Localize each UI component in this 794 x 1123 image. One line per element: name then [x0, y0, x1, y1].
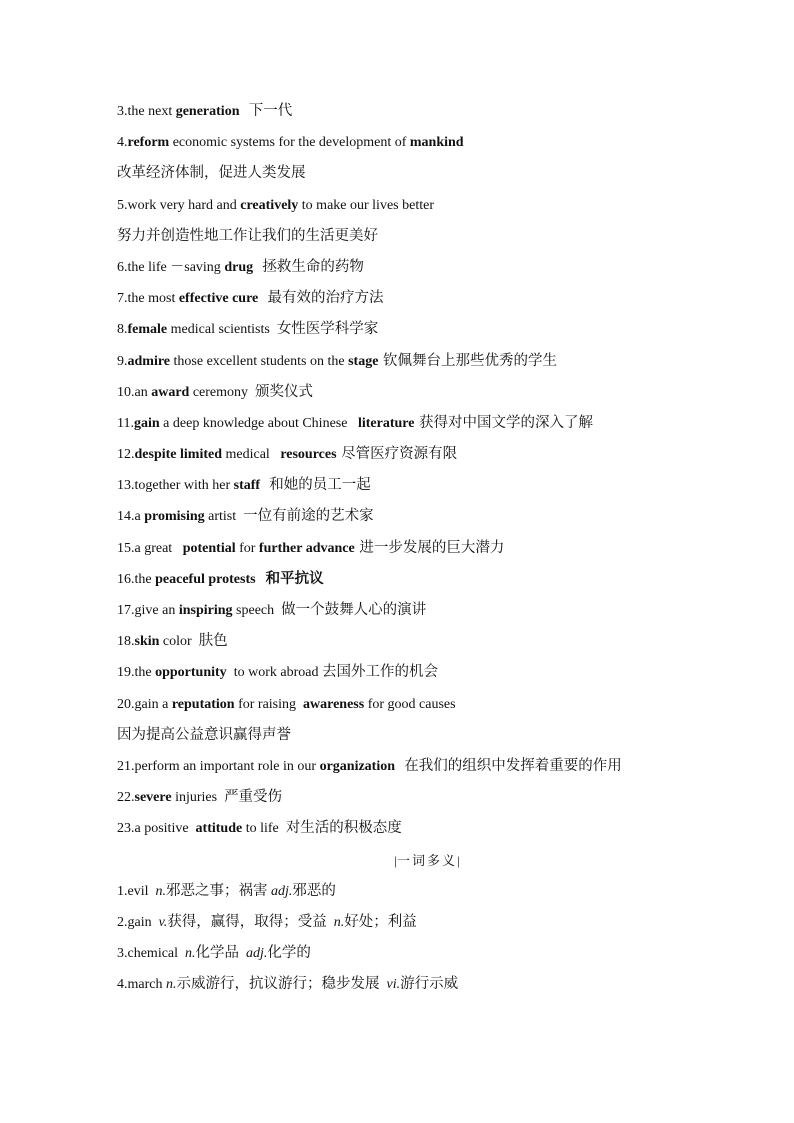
- line-segment: 5.work very hard and: [117, 197, 241, 213]
- phrase-line: [117, 470, 737, 501]
- line-segment: 20.gain a: [117, 696, 172, 712]
- line-segment: 尽管医疗资源有限: [336, 446, 458, 463]
- line-segment: despite limited: [134, 447, 222, 463]
- line-segment: to work abroad: [226, 665, 322, 681]
- line-segment: for raising: [234, 696, 304, 712]
- line-segment: a deep knowledge about Chinese: [159, 415, 358, 431]
- line-segment: potential: [182, 540, 236, 556]
- line-segment: 4.march: [117, 977, 166, 993]
- line-segment: 好处；利益: [344, 913, 417, 930]
- phrase-line: [117, 96, 737, 127]
- phrase-line: [117, 158, 737, 189]
- line-segment: peaceful protests: [155, 571, 256, 587]
- line-segment: 19.the: [117, 665, 156, 681]
- line-segment: 22.: [117, 790, 135, 806]
- phrase-line: [117, 595, 737, 626]
- line-segment: injuries: [171, 790, 225, 806]
- section-right-bar: |: [457, 852, 460, 868]
- line-segment: stage: [348, 353, 379, 369]
- line-segment: reform: [127, 135, 170, 151]
- line-segment: 因为提高公益意识赢得声誉: [117, 726, 291, 743]
- phrase-line: [117, 283, 737, 314]
- line-segment: n.: [165, 977, 177, 993]
- line-segment: 游行示威: [400, 976, 459, 993]
- phrase-line: [117, 751, 737, 782]
- section-title-text: 一词多义: [396, 853, 457, 869]
- line-segment: resources: [280, 447, 337, 463]
- line-segment: [327, 915, 334, 930]
- line-segment: award: [151, 384, 190, 400]
- line-segment: medical: [222, 447, 281, 463]
- line-segment: 获得，赢得，取得；受益: [167, 913, 327, 930]
- section-left-bar: |: [394, 852, 397, 868]
- line-segment: 努力并创造性地工作让我们的生活更美好: [117, 227, 378, 244]
- content-area: [117, 96, 737, 1000]
- line-segment: 2.gain: [117, 914, 159, 930]
- line-segment: for: [235, 540, 259, 556]
- line-segment: 8.: [117, 322, 128, 338]
- phrase-line: [117, 127, 737, 158]
- line-segment: literature: [357, 415, 415, 431]
- line-segment: inspiring: [178, 603, 233, 618]
- line-segment: 7.the most: [117, 291, 179, 307]
- line-segment: 13.together with her: [117, 478, 234, 494]
- line-segment: n.: [333, 914, 345, 930]
- line-segment: 11.: [117, 415, 134, 431]
- polysemy-line: [117, 938, 737, 969]
- line-segment: n.: [185, 946, 196, 962]
- phrase-line: [117, 689, 737, 720]
- line-segment: 23.a positive: [117, 821, 196, 837]
- line-segment: ceremony: [189, 384, 256, 400]
- phrase-line: [117, 439, 737, 470]
- phrase-line: [117, 221, 737, 252]
- line-segment: 肤色: [198, 633, 228, 650]
- phrase-line: [117, 346, 737, 377]
- line-segment: color: [159, 634, 199, 650]
- phrase-line: [117, 720, 737, 751]
- line-segment: further advance: [258, 540, 355, 556]
- line-segment: [239, 946, 246, 961]
- phrase-line: [117, 533, 737, 564]
- line-segment: 最有效的治疗方法: [258, 290, 384, 307]
- line-segment: 3.the next: [117, 104, 176, 119]
- line-segment: reputation: [171, 696, 235, 712]
- line-segment: 严重受伤: [224, 789, 283, 806]
- line-segment: 6.the life －saving: [117, 259, 225, 275]
- line-segment: organization: [319, 758, 396, 774]
- line-segment: generation: [175, 104, 240, 119]
- phrase-line: [117, 813, 737, 844]
- polysemy-line: [117, 876, 737, 907]
- line-segment: 12.: [117, 447, 135, 463]
- line-segment: 在我们的组织中发挥着重要的作用: [395, 757, 622, 774]
- line-segment: 21.perform an important role in our: [117, 758, 320, 774]
- line-segment: severe: [134, 790, 172, 806]
- phrase-line: [117, 314, 737, 345]
- line-segment: 和平抗议: [255, 570, 324, 587]
- line-segment: adj.: [271, 883, 293, 899]
- line-segment: speech: [232, 603, 282, 618]
- line-segment: n.: [155, 883, 166, 899]
- line-segment: 一位有前途的艺术家: [243, 508, 374, 525]
- line-segment: 进一步发展的巨大潜力: [354, 539, 505, 556]
- line-segment: attitude: [195, 821, 243, 837]
- line-segment: mankind: [409, 135, 464, 151]
- line-segment: 和她的员工一起: [260, 477, 371, 494]
- line-segment: 化学品: [195, 945, 240, 962]
- line-segment: 去国外工作的机会: [321, 664, 438, 681]
- line-segment: 4.: [117, 135, 128, 151]
- line-segment: 颁奖仪式: [255, 383, 314, 400]
- phrase-line: [117, 657, 737, 688]
- line-segment: medical scientists: [167, 322, 277, 338]
- line-segment: drug: [224, 259, 254, 275]
- line-segment: v.: [158, 914, 168, 930]
- line-segment: 3.chemical: [117, 946, 186, 962]
- line-segment: adj.: [246, 946, 268, 962]
- line-segment: promising: [144, 509, 205, 525]
- polysemy-list: [117, 876, 737, 1001]
- line-segment: artist: [204, 509, 244, 525]
- phrase-line: [117, 501, 737, 532]
- phrase-line: [117, 377, 737, 408]
- line-segment: 获得对中国文学的深入了解: [414, 414, 594, 431]
- line-segment: 17.give an: [117, 603, 179, 618]
- line-segment: gain: [133, 415, 160, 431]
- line-segment: 16.the: [117, 571, 156, 587]
- line-segment: to make our lives better: [298, 197, 434, 213]
- phrase-list: [117, 96, 737, 845]
- phrase-line: [117, 408, 737, 439]
- line-segment: 1.evil: [117, 883, 156, 899]
- line-segment: awareness: [303, 696, 365, 712]
- phrase-line: [117, 252, 737, 283]
- line-segment: 拯救生命的药物: [253, 258, 364, 275]
- line-segment: for good causes: [364, 696, 456, 712]
- line-segment: 化学的: [267, 945, 311, 962]
- line-segment: 做一个鼓舞人心的演讲: [281, 602, 427, 618]
- line-segment: 18.: [117, 634, 135, 650]
- line-segment: 钦佩舞台上那些优秀的学生: [378, 352, 558, 369]
- line-segment: 14.a: [117, 509, 145, 525]
- line-segment: staff: [233, 478, 261, 494]
- line-segment: creatively: [240, 197, 299, 213]
- line-segment: 9.: [117, 353, 128, 369]
- line-segment: 女性医学科学家: [276, 321, 379, 338]
- section-title-polysemy: [117, 845, 737, 876]
- line-segment: 下一代: [239, 103, 293, 119]
- line-segment: 邪恶的: [292, 882, 336, 899]
- phrase-line: [117, 564, 737, 595]
- line-segment: 15.a great: [117, 540, 183, 556]
- line-segment: those excellent students on the: [170, 353, 349, 369]
- line-segment: 邪恶之事；祸害: [166, 882, 268, 899]
- line-segment: admire: [127, 353, 171, 369]
- line-segment: female: [127, 322, 168, 338]
- line-segment: skin: [134, 634, 160, 650]
- polysemy-line: [117, 969, 737, 1000]
- line-segment: opportunity: [155, 665, 227, 681]
- line-segment: 改革经济体制，促进人类发展: [117, 165, 306, 182]
- polysemy-line: [117, 907, 737, 938]
- line-segment: vi.: [386, 977, 401, 993]
- line-segment: 10.an: [117, 384, 152, 400]
- line-segment: 对生活的积极态度: [285, 820, 402, 837]
- phrase-line: [117, 190, 737, 221]
- line-segment: economic systems for the development of: [169, 135, 410, 151]
- line-segment: 示威游行，抗议游行；稳步发展: [176, 976, 380, 993]
- phrase-line: [117, 626, 737, 657]
- line-segment: to life: [242, 821, 286, 837]
- line-segment: effective cure: [178, 291, 259, 307]
- phrase-line: [117, 782, 737, 813]
